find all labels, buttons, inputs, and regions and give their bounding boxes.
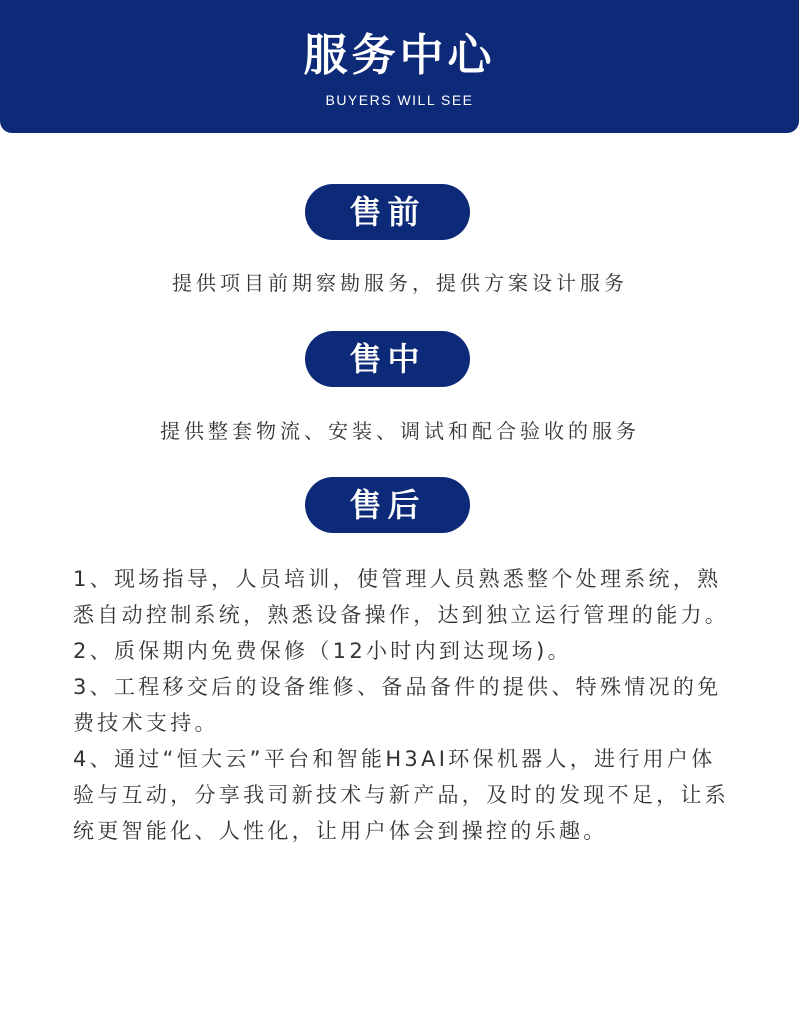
after-sale-item: 4、通过“恒大云”平台和智能H3AI环保机器人，进行用户体验与互动，分享我司新技术与新产品，及时的发现不足，让系统更智能化、人性化，让用户体会到操控的乐趣。	[73, 747, 730, 843]
page-title: 服务中心	[303, 30, 496, 81]
after-sale-item: 2、质保期内免费保修（12小时内到达现场)。	[73, 639, 572, 663]
after-sale-item: 3、工程移交后的设备维修、备品备件的提供、特殊情况的免费技术支持。	[73, 675, 722, 735]
pre-sale-badge: 售前	[305, 184, 470, 240]
after-sale-badge: 售后	[305, 477, 470, 533]
in-sale-description: 提供整套物流、安装、调试和配合验收的服务	[160, 419, 640, 443]
in-sale-badge: 售中	[305, 331, 470, 387]
page-subtitle: BUYERS WILL SEE	[325, 92, 474, 108]
after-sale-list	[73, 561, 733, 849]
after-sale-item: 1、现场指导，人员培训，使管理人员熟悉整个处理系统，熟悉自动控制系统，熟悉设备操作，达到独立运行管理的能力。	[73, 567, 730, 627]
pre-sale-description: 提供项目前期察勘服务，提供方案设计服务	[172, 271, 628, 295]
header-banner	[0, 0, 799, 133]
